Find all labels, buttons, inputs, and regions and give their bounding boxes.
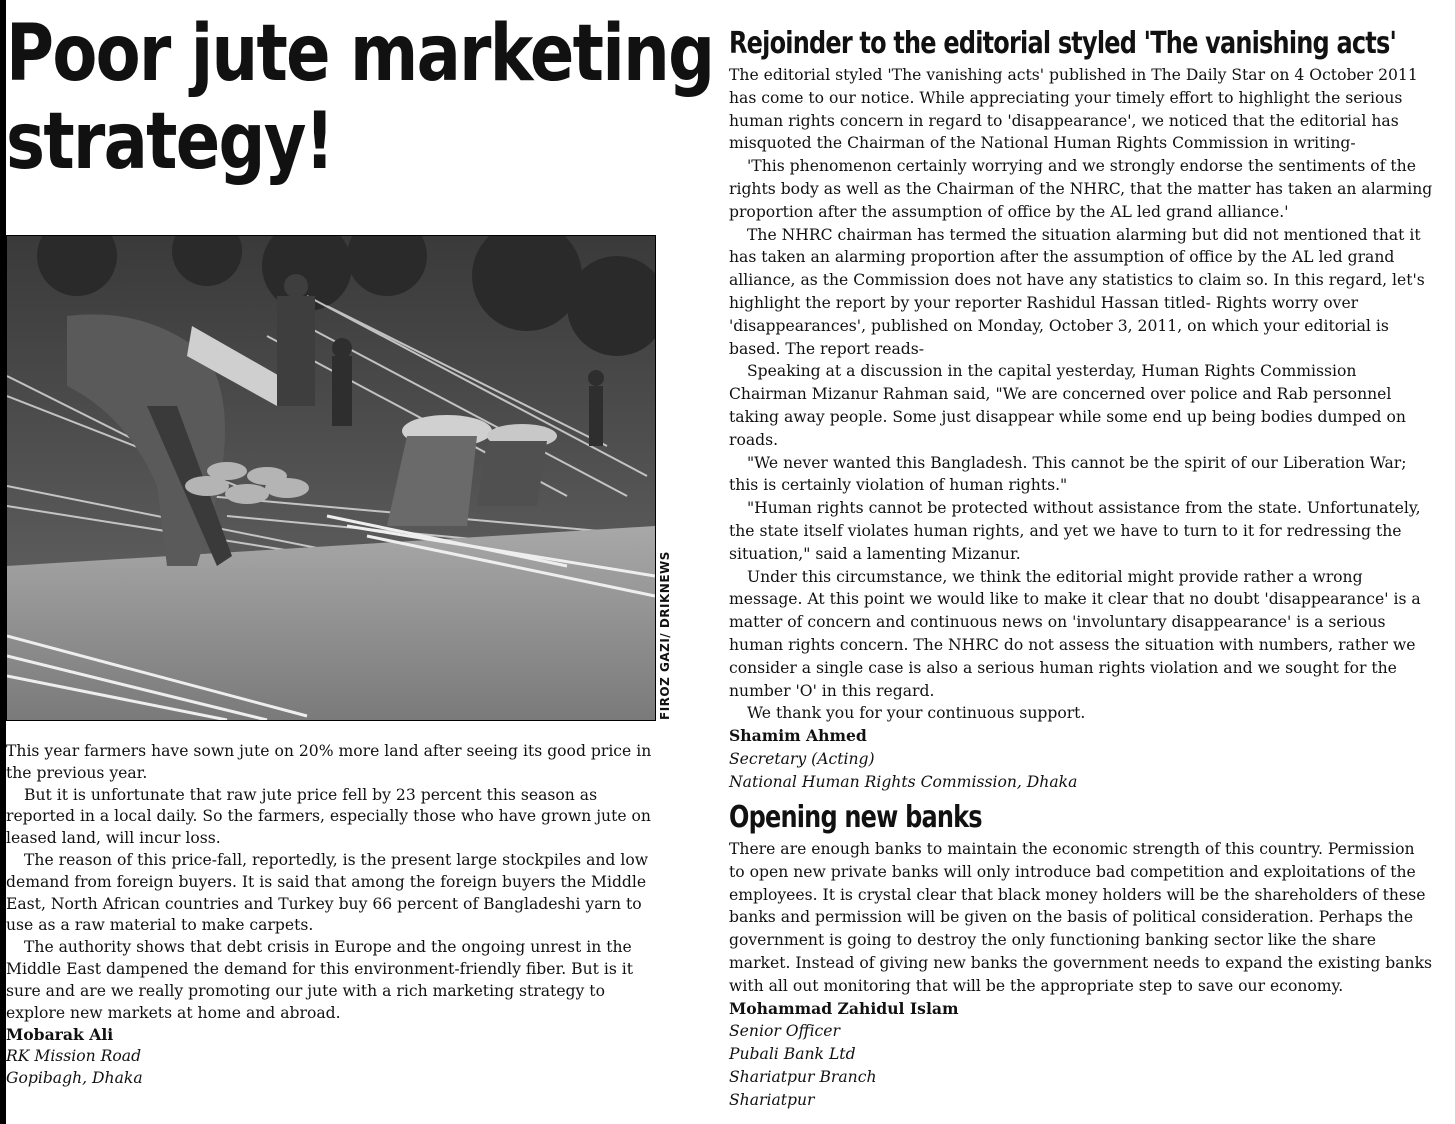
rejoinder-paragraph-6: "Human rights cannot be protected without assistance from the state. Unfortunately, the state itself violates human rights, and yet we have to turn to it for redressing the situation," said a lamenting Mizanur. xyxy=(729,499,1421,563)
rejoinder-paragraph-3: The NHRC chairman has termed the situation alarming but did not mentioned that it has taken an alarming proportion after the assumption of office by the AL led grand alliance, as the Commission does not have any statistics to claim so. In this regard, let's highlight the report by your reporter Rashidul Hassan titled- Rights worry over 'disappearances', published on Monday, October 3, 2011, on which your editorial is based. The report reads- xyxy=(729,225,1425,358)
headline-line-1: Poor jute marketing xyxy=(6,9,714,99)
jute-letter-body xyxy=(6,741,662,1090)
banks-title: Opening new banks xyxy=(729,800,982,835)
jute-paragraph-2: But it is unfortunate that raw jute price fell by 23 percent this season as reported in a local daily. So the farmers, especially those who have grown jute on leased land, will incur loss. xyxy=(6,785,651,848)
rejoinder-signature-org: National Human Rights Commission, Dhaka xyxy=(729,772,1078,791)
rejoinder-signature-title: Secretary (Acting) xyxy=(729,749,875,768)
headline-line-2: strategy! xyxy=(6,97,333,187)
rejoinder-letter xyxy=(729,27,1435,794)
rejoinder-signature-name: Shamim Ahmed xyxy=(729,726,867,746)
banks-signature-name: Mohammad Zahidul Islam xyxy=(729,998,959,1018)
rejoinder-body xyxy=(729,64,1435,794)
rejoinder-paragraph-5: "We never wanted this Bangladesh. This cannot be the spirit of our Liberation War; this is certainly violation of human rights." xyxy=(729,453,1407,495)
jute-farmers-illustration xyxy=(7,236,655,720)
jute-signature-address-2: Gopibagh, Dhaka xyxy=(6,1068,143,1087)
headline-poor-jute-marketing xyxy=(6,9,714,187)
banks-signature-branch: Shariatpur Branch xyxy=(729,1067,877,1086)
banks-body xyxy=(729,838,1435,1112)
opening-banks-letter xyxy=(729,801,1435,1112)
rejoinder-paragraph-1: The editorial styled 'The vanishing acts' published in The Daily Star on 4 October 2011 has come to our notice. While appreciating your timely effort to highlight the serious human rights concern in regard to 'disappearance', we noticed that the editorial has misquoted the Chairman of the National Human Rights Commission in writing- xyxy=(729,66,1418,153)
photo-credit: FIROZ GAZI/ DRIKNEWS xyxy=(658,551,672,720)
jute-signature-name: Mobarak Ali xyxy=(6,1025,114,1045)
banks-signature-org: Pubali Bank Ltd xyxy=(729,1045,856,1064)
jute-paragraph-1: This year farmers have sown jute on 20% more land after seeing its good price in the previous year. xyxy=(6,742,652,782)
banks-paragraph-1: There are enough banks to maintain the economic strength of this country. Permission to open new private banks will only introduce bad competition and exploitations of the employees. It is crystal clear that black money holders will be the shareholders of these banks and permission will be given on the basis of political consideration. Perhaps the government is going to destroy the only functioning banking sector like the share market. Instead of giving new banks the government needs to expand the existing banks with all out monitoring that will be the appropriate step to save our economy. xyxy=(729,840,1433,995)
rejoinder-title: Rejoinder to the editorial styled 'The vanishing acts' xyxy=(729,26,1397,61)
rejoinder-paragraph-7: Under this circumstance, we think the editorial might provide rather a wrong message. At this point we would like to make it clear that no doubt 'disappearance' is a matter of concern and continuous news on 'involuntary disappearance' is a serious human rights concern. The NHRC do not assess the situation with numbers, rather we consider a single case is also a serious human rights violation and we sought for the number 'O' in this regard. xyxy=(729,567,1421,700)
rejoinder-paragraph-8: We thank you for your continuous support. xyxy=(747,704,1086,723)
banks-signature-city: Shariatpur xyxy=(729,1090,815,1109)
rejoinder-paragraph-2: 'This phenomenon certainly worrying and we strongly endorse the sentiments of the rights body as well as the Chairman of the NHRC, that the matter has taken an alarming proportion after the assumption of office by the AL led grand alliance.' xyxy=(729,157,1433,221)
jute-paragraph-3: The reason of this price-fall, reportedly, is the present large stockpiles and low demand from foreign buyers. It is said that among the foreign buyers the Middle East, North African countries and Turkey buy 66 percent of Bangladeshi yarn to use as a raw material to make carpets. xyxy=(6,850,649,935)
jute-paragraph-4: The authority shows that debt crisis in Europe and the ongoing unrest in the Middle East dampened the demand for this environment-friendly fiber. But is it sure and are we really promoting our jute with a rich marketing strategy to explore new markets at home and abroad. xyxy=(6,938,634,1022)
jute-farmers-photo xyxy=(6,235,656,721)
banks-signature-title: Senior Officer xyxy=(729,1022,840,1041)
jute-signature-address-1: RK Mission Road xyxy=(6,1047,142,1066)
rejoinder-paragraph-4: Speaking at a discussion in the capital yesterday, Human Rights Commission Chairman Mizanur Rahman said, "We are concerned over police and Rab personnel taking away people. Some just disappear while some end up being bodies dumped on roads. xyxy=(729,362,1406,449)
